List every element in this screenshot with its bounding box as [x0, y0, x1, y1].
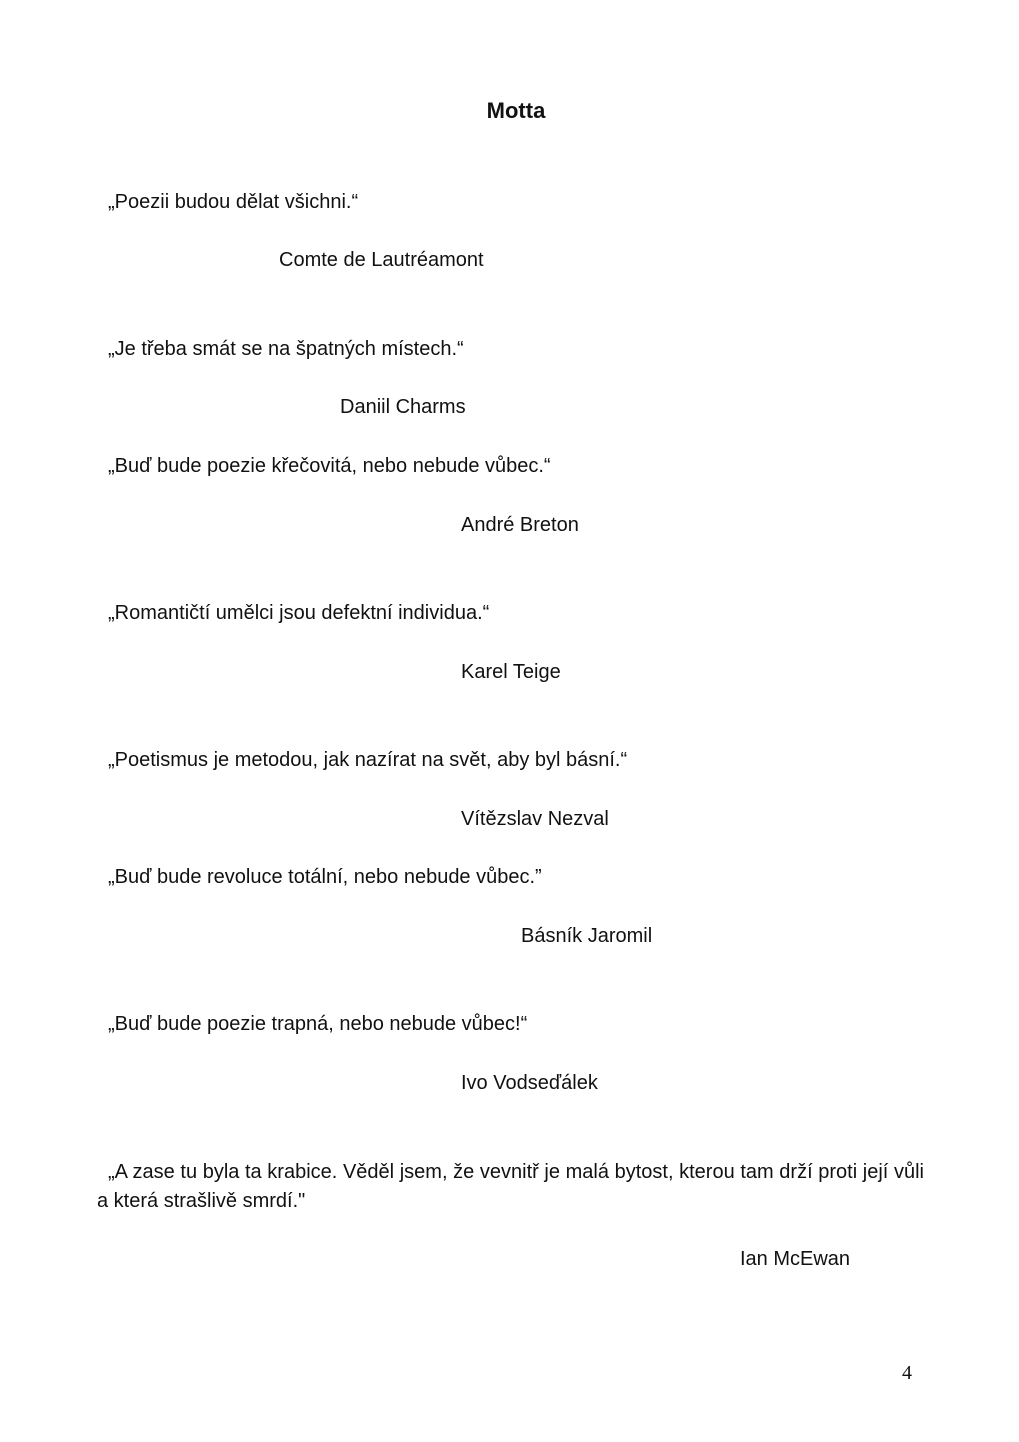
motto-quote: „Je třeba smát se na špatných místech.“	[108, 338, 464, 360]
page-title: Motta	[486, 98, 546, 123]
page-number: 4	[902, 1362, 912, 1384]
motto-quote-long: „A zase tu byla ta krabice. Věděl jsem, že vevnitř je malá bytost, kterou tam drží proti její vůli a která strašlivě smrdí."	[97, 1161, 924, 1212]
motto-author: Comte de Lautréamont	[279, 249, 484, 271]
motto-author: André Breton	[461, 514, 579, 536]
motto-author: Karel Teige	[461, 661, 561, 683]
motto-author: Vítězslav Nezval	[461, 808, 609, 830]
motto-quote: „Buď bude poezie trapná, nebo nebude vůbec!“	[108, 1013, 528, 1035]
motto-quote: „Poezii budou dělat všichni.“	[108, 191, 359, 213]
motto-author: Daniil Charms	[340, 396, 466, 418]
motto-author: Ivo Vodseďálek	[461, 1072, 598, 1094]
motto-quote: „Buď bude revoluce totální, nebo nebude vůbec.”	[108, 866, 542, 888]
motto-quote: „Buď bude poezie křečovitá, nebo nebude vůbec.“	[108, 455, 551, 477]
motto-author: Básník Jaromil	[521, 925, 653, 947]
motto-quote: „Romantičtí umělci jsou defektní individua.“	[108, 602, 490, 624]
motto-author: Ian McEwan	[740, 1248, 851, 1270]
motto-quote: „Poetismus je metodou, jak nazírat na svět, aby byl básní.“	[108, 749, 628, 771]
